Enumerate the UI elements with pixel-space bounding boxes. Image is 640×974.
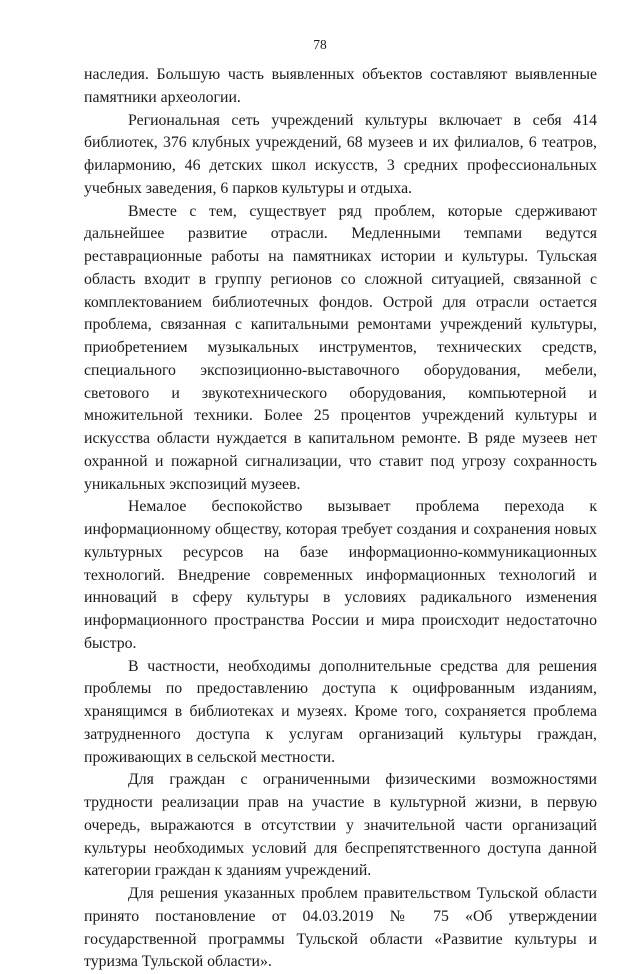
- paragraph-problems: Вместе с тем, существует ряд проблем, которые сдерживают дальнейшее развитие отрасли. Медленными темпами ведутся реставрационные работы на памятниках истории и культуры. Тульская область входит в группу регионов со сложной ситуацией, связанной с комплектованием библиотечных фондов. Острой для отрасли остается проблема, связанная с капитальными ремонтами учреждений культуры, приобретением музыкальных инструментов, технических средств, специального экспозиционно-выставочного оборудования, мебели, светового и звукотехнического оборудования, компьютерной и множительной техники. Более 25 процентов учреждений культуры и искусства области нуждается в капитальном ремонте. В ряде музеев нет охранной и пожарной сигнализации, что ставит под угрозу сохранность уникальных экспозиций музеев.: [84, 202, 597, 493]
- paragraph-culture-network: Региональная сеть учреждений культуры включает в себя 414 библиотек, 376 клубных учреждений, 68 музеев и их филиалов, 6 театров, филармонию, 46 детских школ искусств, 3 средних профессиональных учебных заведения, 6 парков культуры и отдыха.: [84, 111, 597, 197]
- paragraph-digital-access: В частности, необходимы дополнительные средства для решения проблемы по предоставлению доступа к оцифрованным изданиям, хранящимся в библиотеках и музеях. Кроме того, сохраняется проблема затрудненного доступа к услугам организаций культуры граждан, проживающих в сельской местности.: [84, 657, 597, 766]
- paragraph-continuation: наследия. Большую часть выявленных объектов составляют выявленные памятники археологии.: [84, 66, 597, 106]
- paragraph-accessibility: Для граждан с ограниченными физическими возможностями трудности реализации прав на участие в культурной жизни, в первую очередь, выражаются в отсутствии у значительной части организаций культуры необходимых условий для беспрепятственного доступа данной категории граждан к зданиям учреждений.: [84, 771, 597, 880]
- paragraph-resolution: Для решения указанных проблем правительством Тульской области принято постановление от 04.03.2019 № 75 «Об утверждении государственной программы Тульской области «Развитие культуры и туризма Тульской области».: [84, 885, 597, 971]
- page-number: 78: [313, 37, 327, 52]
- body-text: [84, 64, 597, 974]
- paragraph-information-society: Немалое беспокойство вызывает проблема перехода к информационному обществу, которая требует создания и сохранения новых культурных ресурсов на базе информационно-коммуникационных технологий. Внедрение современных информационных технологий и инноваций в сферу культуры в условиях радикального изменения информационного пространства России и мира происходит недостаточно быстро.: [84, 498, 597, 652]
